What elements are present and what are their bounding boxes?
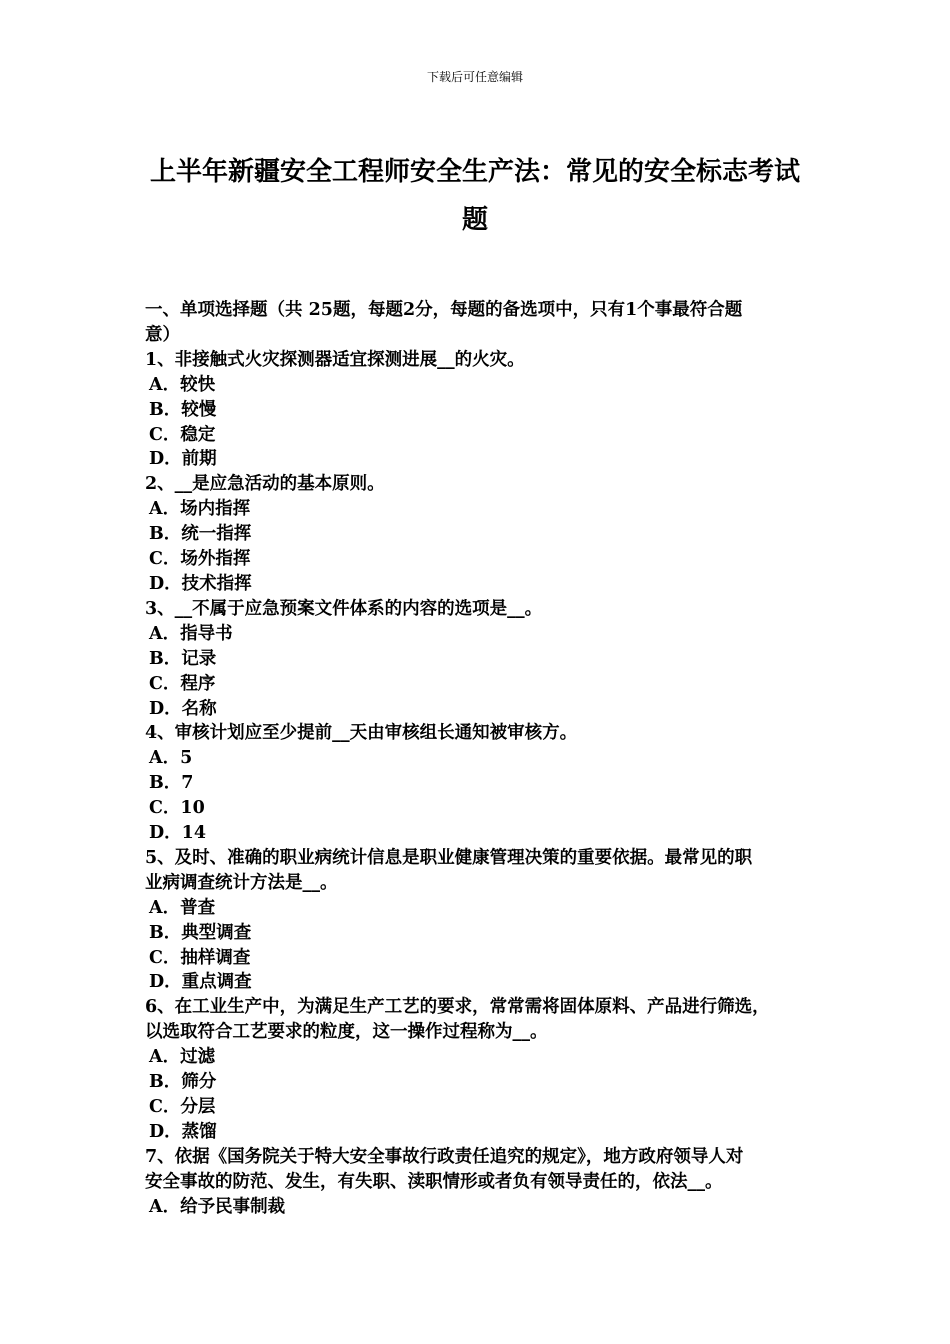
option-c: C．10 (149, 798, 205, 819)
document-body (145, 298, 825, 1220)
option-d: D．重点调查 (149, 972, 252, 993)
option-d: D．名称 (149, 698, 217, 719)
option-b: B．7 (149, 773, 194, 794)
question-text-line-1: 7、依据《国务院关于特大安全事故行政责任追究的规定》，地方政府领导人对 (145, 1146, 744, 1167)
question-2 (145, 472, 825, 597)
option-c: C．抽样调查 (149, 947, 251, 968)
question-1 (145, 348, 825, 473)
section-heading-line-1: 一、单项选择题（共 25题，每题2分，每题的备选项中，只有1个事最符合题 (145, 300, 743, 320)
question-4 (145, 721, 825, 846)
option-a: A．过滤 (149, 1047, 216, 1068)
option-a: A．普查 (149, 897, 216, 918)
option-c: C．场外指挥 (149, 549, 251, 570)
option-d: D．14 (149, 823, 207, 844)
option-a: A．5 (149, 748, 193, 769)
document-title: 上半年新疆安全工程师安全生产法：常见的安全标志考试题 (149, 157, 800, 235)
question-5 (145, 846, 825, 995)
option-d: D．前期 (149, 449, 217, 470)
option-c: C．稳定 (149, 424, 216, 445)
option-a: A．较快 (149, 374, 216, 395)
question-text: 2、__是应急活动的基本原则。 (145, 474, 385, 495)
question-text-line-2: 安全事故的防范、发生，有失职、渎职情形或者负有领导责任的，依法__。 (145, 1171, 723, 1192)
option-b: B．较慢 (149, 399, 217, 420)
question-text: 3、__不属于应急预案文件体系的内容的选项是__。 (145, 598, 543, 619)
option-d: D．技术指挥 (149, 573, 252, 594)
option-b: B．典型调查 (149, 922, 252, 943)
question-text-line-2: 业病调查统计方法是__。 (145, 872, 338, 893)
section-heading-line-2: 意） (145, 324, 180, 345)
question-text-line-1: 5、及时、准确的职业病统计信息是职业健康管理决策的重要依据。最常见的职 (145, 847, 753, 868)
option-c: C．分层 (149, 1097, 216, 1117)
question-6 (145, 995, 825, 1144)
question-text: 4、审核计划应至少提前__天由审核组长通知被审核方。 (145, 723, 578, 744)
option-d: D．蒸馏 (149, 1121, 217, 1142)
question-text-line-2: 以选取符合工艺要求的粒度，这一操作过程称为__。 (145, 1022, 548, 1043)
option-a: A．场内指挥 (149, 499, 251, 520)
question-text-line-1: 6、在工业生产中，为满足生产工艺的要求，常常需将固体原料、产品进行筛选， (145, 997, 770, 1018)
option-b: B．统一指挥 (149, 524, 252, 545)
option-b: B．筛分 (149, 1072, 217, 1093)
option-a: A．给予民事制裁 (149, 1196, 286, 1217)
option-b: B．记录 (149, 648, 217, 669)
question-3 (145, 597, 825, 722)
question-7 (145, 1145, 825, 1220)
question-text: 1、非接触式火灾探测器适宜探测进展__的火灾。 (145, 349, 525, 370)
page-header: 下载后可任意编辑 (426, 70, 523, 84)
option-a: A．指导书 (149, 623, 233, 644)
option-c: C．程序 (149, 673, 216, 694)
